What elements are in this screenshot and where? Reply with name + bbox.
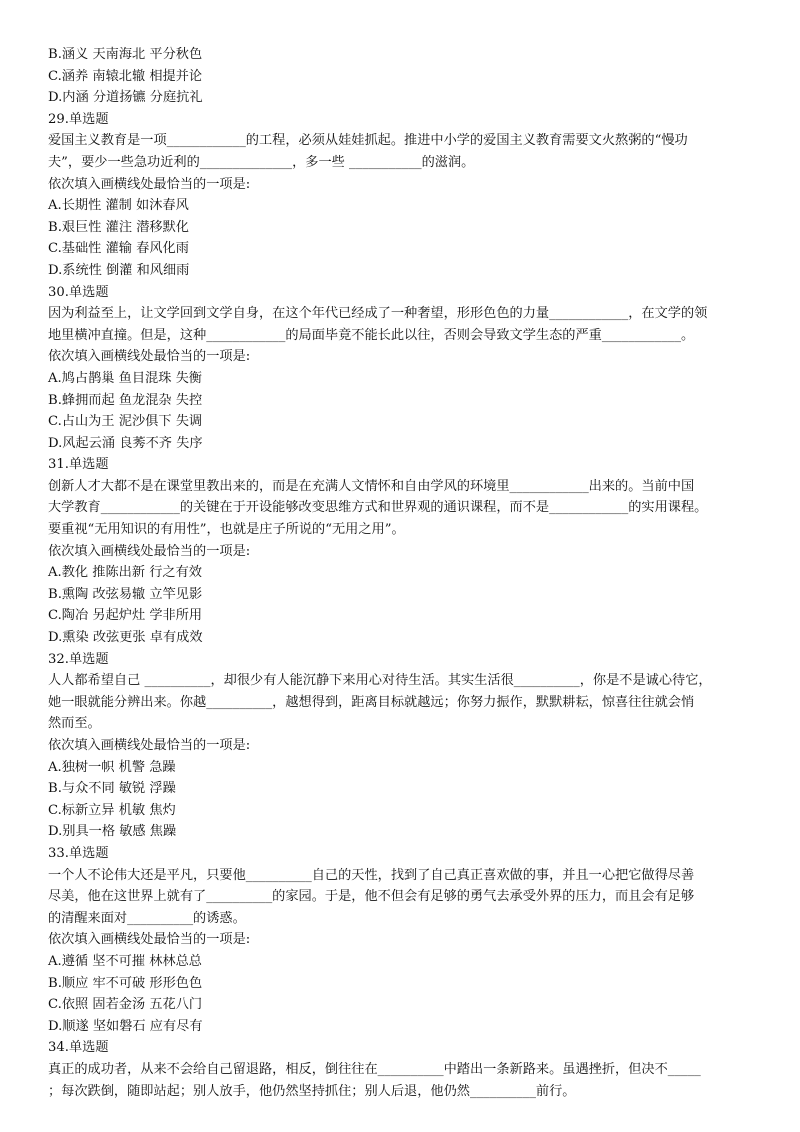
option-line: B.顺应 牢不可破 形形色色 <box>48 975 203 991</box>
question-text: 爱国主义教育是一项____________的工程，必须从娃娃抓起。推进中小学的爱国主义教育需要文火熬粥的“慢功 <box>48 133 688 149</box>
question-text: 因为利益至上，让文学回到文学自身，在这个年代已经成了一种奢望，形形色色的力量____________，在文学的领 <box>48 306 708 322</box>
option-line: A.遵循 坚不可摧 林林总总 <box>48 953 202 969</box>
option-line: C.占山为王 泥沙俱下 失调 <box>48 414 203 430</box>
question-prompt: 依次填入画横线处最恰当的一项是: <box>48 543 251 559</box>
question-number: 31.单选题 <box>48 457 109 473</box>
question-text: 夫”，要少一些急功近利的______________，多一些 ___________的滋润。 <box>48 154 475 170</box>
question-number: 32.单选题 <box>48 651 109 667</box>
question-text: 她一眼就能分辨出来。你越__________，越想得到，距离目标就越远；你努力振作，默默耕耘，惊喜往往就会悄 <box>48 694 695 710</box>
question-text: 真正的成功者，从来不会给自己留退路，相反，倒往往在__________中踏出一条新路来。虽遇挫折，但决不_____ <box>48 1061 701 1077</box>
option-line: C.陶冶 另起炉灶 学非所用 <box>48 608 203 624</box>
option-line: B.熏陶 改弦易辙 立竿见影 <box>48 586 203 602</box>
option-line: C.标新立异 机敏 焦灼 <box>48 802 176 818</box>
option-line: B.涵义 天南海北 平分秋色 <box>48 47 203 62</box>
question-prompt: 依次填入画横线处最恰当的一项是: <box>48 176 251 192</box>
question-text: 地里横冲直撞。但是，这种____________的局面毕竟不能长此以往，否则会导致文学生态的严重____________。 <box>48 327 695 343</box>
option-line: C.基础性 灌输 春风化雨 <box>48 241 189 257</box>
question-text: 要重视“无用知识的有用性”，也就是庄子所说的“无用之用”。 <box>48 522 405 538</box>
question-prompt: 依次填入画横线处最恰当的一项是: <box>48 932 251 948</box>
question-text: 人人都希望自己 __________，却很少有人能沉静下来用心对待生活。其实生活很__________，你是不是诚心待它， <box>48 673 712 689</box>
option-line: C.依照 固若金汤 五花八门 <box>48 997 203 1013</box>
question-text: 的清醒来面对__________的诱惑。 <box>48 910 246 926</box>
question-text: 然而至。 <box>48 716 101 732</box>
question-prompt: 依次填入画横线处最恰当的一项是: <box>48 349 251 365</box>
option-line: D.别具一格 敏感 焦躁 <box>48 824 177 840</box>
question-number: 34.单选题 <box>48 1040 109 1056</box>
option-line: C.涵养 南辕北辙 相提并论 <box>48 68 203 84</box>
option-line: A.教化 推陈出新 行之有效 <box>48 565 202 581</box>
option-line: B.与众不同 敏锐 浮躁 <box>48 781 176 797</box>
option-line: D.顺遂 坚如磐石 应有尽有 <box>48 1018 203 1034</box>
question-text: 一个人不论伟大还是平凡，只要他__________自己的天性，找到了自己真正喜欢做的事，并且一心把它做得尽善 <box>48 867 695 883</box>
option-line: A.长期性 灌制 如沐春风 <box>48 198 189 214</box>
question-text: 创新人才大都不是在课堂里教出来的，而是在充满人文情怀和自由学风的环境里____________出来的。当前中国 <box>48 478 695 494</box>
option-line: A.鸠占鹊巢 鱼目混珠 失衡 <box>48 370 202 386</box>
option-line: D.内涵 分道扬镳 分庭抗礼 <box>48 90 203 106</box>
question-text: 大学教育____________的关键在于开设能够改变思维方式和世界观的通识课程，而不是____________的实用课程。 <box>48 500 708 516</box>
option-line: D.系统性 倒灌 和风细雨 <box>48 262 190 278</box>
question-number: 33.单选题 <box>48 845 109 861</box>
question-prompt: 依次填入画横线处最恰当的一项是: <box>48 738 251 753</box>
option-line: D.熏染 改弦更张 卓有成效 <box>48 630 203 646</box>
option-line: D.风起云涌 良莠不齐 失序 <box>48 435 203 451</box>
question-text: ；每次跌倒，随即站起；别人放手，他仍然坚持抓住；别人后退，他仍然__________前行。 <box>48 1083 576 1099</box>
document-page <box>48 44 758 1102</box>
question-text: 尽美，他在这世界上就有了__________的家园。于是，他不但会有足够的勇气去承受外界的压力，而且会有足够 <box>48 889 695 905</box>
option-line: B.艰巨性 灌注 潜移默化 <box>48 219 189 235</box>
option-line: B.蜂拥而起 鱼龙混杂 失控 <box>48 392 203 408</box>
option-line: A.独树一帜 机警 急躁 <box>48 759 176 775</box>
question-number: 30.单选题 <box>48 284 109 300</box>
question-number: 29.单选题 <box>48 111 109 127</box>
